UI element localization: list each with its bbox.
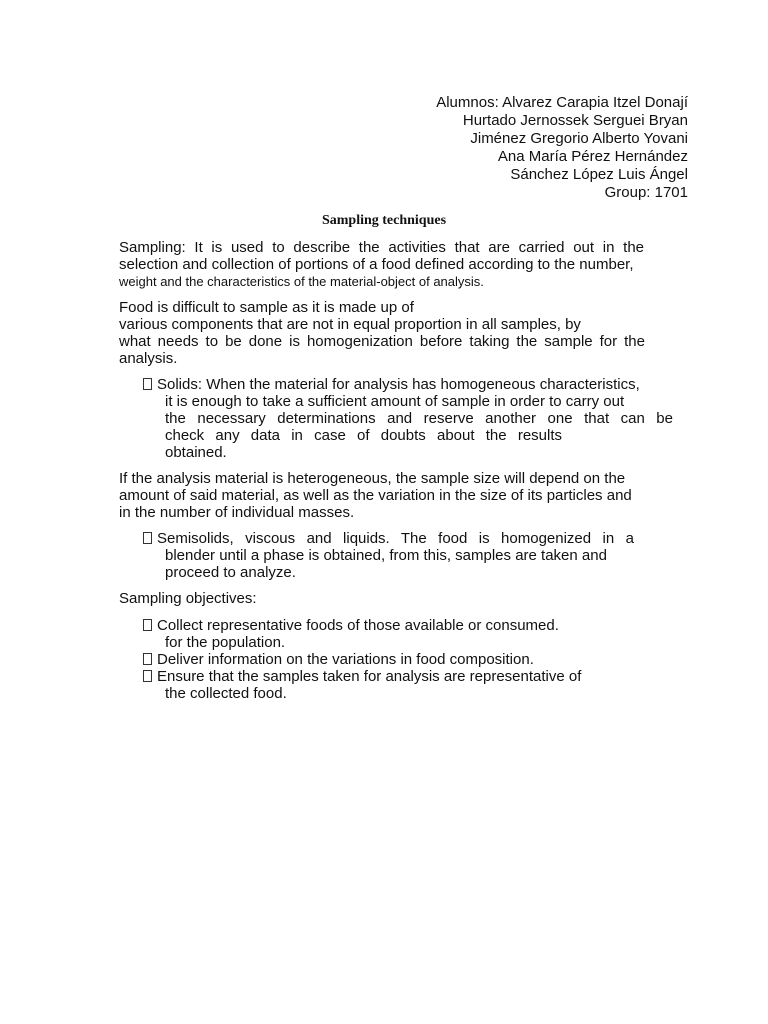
paragraph-line: what needs to be done is homogenization before taking the sample for the: [119, 333, 645, 350]
bullet-continuation: the necessary determinations and reserve another one that can be: [165, 410, 673, 427]
paragraph-line: Sampling: It is used to describe the activities that are carried out in the: [119, 239, 644, 256]
section-heading: Sampling objectives:: [119, 590, 257, 607]
bullet-continuation: blender until a phase is obtained, from this, samples are taken and: [165, 547, 607, 564]
paragraph-line: selection and collection of portions of a food defined according to the number,: [119, 256, 634, 273]
bullet-box-icon: [143, 653, 152, 665]
bullet-continuation: it is enough to take a sufficient amount of sample in order to carry out: [165, 393, 625, 410]
paragraph-line: various components that are not in equal proportion in all samples, by: [119, 316, 581, 333]
bullet-box-icon: [143, 378, 152, 390]
objective-continuation: for the population.: [165, 634, 286, 651]
bullet-continuation: proceed to analyze.: [165, 564, 296, 581]
document-title: Sampling techniques: [321, 213, 447, 228]
bullet-box-icon: [143, 619, 152, 631]
paragraph-line: Food is difficult to sample as it is made up of: [119, 299, 414, 316]
objective-continuation: the collected food.: [165, 685, 287, 702]
bullet-semisolids: Semisolids, viscous and liquids. The food is homogenized in a: [143, 530, 634, 547]
author-line: Hurtado Jernossek Serguei Bryan: [462, 112, 688, 129]
objective-item: Ensure that the samples taken for analysis are representative of: [143, 668, 581, 685]
bullet-continuation: obtained.: [165, 444, 227, 461]
author-line: Sánchez López Luis Ángel: [510, 166, 688, 183]
objective-item: Collect representative foods of those available or consumed.: [143, 617, 559, 634]
paragraph-line: If the analysis material is heterogeneous, the sample size will depend on the: [119, 470, 626, 487]
bullet-box-icon: [143, 532, 152, 544]
group-line: Group: 1701: [604, 184, 688, 201]
paragraph-line: analysis.: [119, 350, 178, 367]
author-line: Jiménez Gregorio Alberto Yovani: [470, 130, 688, 147]
objective-item: Deliver information on the variations in food composition.: [143, 651, 534, 668]
author-line: Alumnos: Alvarez Carapia Itzel Donají: [436, 94, 688, 111]
paragraph-line: amount of said material, as well as the variation in the size of its particles and: [119, 487, 632, 504]
author-line: Ana María Pérez Hernández: [497, 148, 688, 165]
bullet-continuation: check any data in case of doubts about the results: [165, 427, 562, 444]
bullet-box-icon: [143, 670, 152, 682]
paragraph-line: in the number of individual masses.: [119, 504, 355, 521]
paragraph-line: weight and the characteristics of the material-object of analysis.: [119, 274, 484, 289]
bullet-solids: Solids: When the material for analysis has homogeneous characteristics,: [143, 376, 640, 393]
